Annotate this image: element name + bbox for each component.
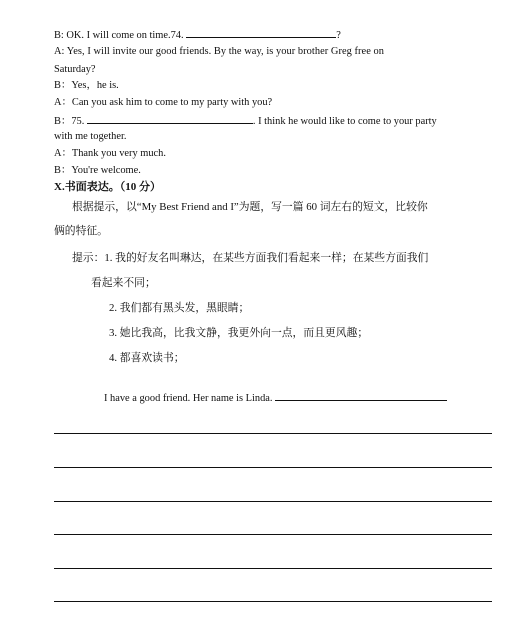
section-heading-writing: X.书面表达。（10 分） — [54, 181, 161, 193]
answer-blank-74[interactable] — [186, 27, 336, 38]
writing-line-3[interactable] — [54, 501, 492, 502]
hint-3: 3. 她比我高，比我文静，我更外向一点，而且更风趣； — [109, 327, 369, 339]
dialogue-line-75-cont: with me together. — [54, 131, 127, 142]
hint-1-cont: 看起来不同； — [91, 277, 156, 289]
writing-starter-line — [104, 390, 447, 405]
dialogue-line-a3: A：Thank you very much. — [54, 148, 166, 159]
instruction-line-2: 俩的特征。 — [54, 225, 108, 237]
dialogue-line-75 — [54, 113, 437, 128]
writing-blank-starter[interactable] — [275, 390, 447, 401]
dialogue-74-suffix: ? — [336, 30, 341, 41]
dialogue-line-a2: A：Can you ask him to come to my party with you? — [54, 97, 273, 108]
dialogue-line-a1: A: Yes, I will invite our good friends. By the way, is your brother Greg free on — [54, 46, 384, 57]
hint-4: 4. 都喜欢读书； — [109, 352, 185, 364]
hint-1: 提示：1. 我的好友名叫琳达，在某些方面我们看起来一样；在某些方面我们 — [72, 252, 429, 264]
writing-line-2[interactable] — [54, 467, 492, 468]
dialogue-line-74 — [54, 27, 341, 42]
dialogue-75-suffix: . I think he would like to come to your party — [252, 116, 437, 127]
hint-2: 2. 我们都有黑头发，黑眼睛； — [109, 302, 250, 314]
writing-line-5[interactable] — [54, 568, 492, 569]
writing-line-6[interactable] — [54, 601, 492, 602]
answer-blank-75[interactable] — [87, 113, 253, 124]
writing-starter-text: I have a good friend. Her name is Linda. — [104, 393, 276, 404]
instruction-line-1: 根据提示，以“My Best Friend and I”为题，写一篇 60 词左右的短文，比较你 — [72, 201, 428, 213]
dialogue-line-b4: B：You're welcome. — [54, 165, 141, 176]
dialogue-line-a1-cont: Saturday? — [54, 64, 96, 75]
dialogue-75-prefix: B：75. — [54, 116, 87, 127]
writing-line-1[interactable] — [54, 433, 492, 434]
dialogue-74-prefix: B: OK. I will come on time.74. — [54, 30, 187, 41]
dialogue-line-b2: B：Yes，he is. — [54, 80, 119, 91]
writing-line-4[interactable] — [54, 534, 492, 535]
